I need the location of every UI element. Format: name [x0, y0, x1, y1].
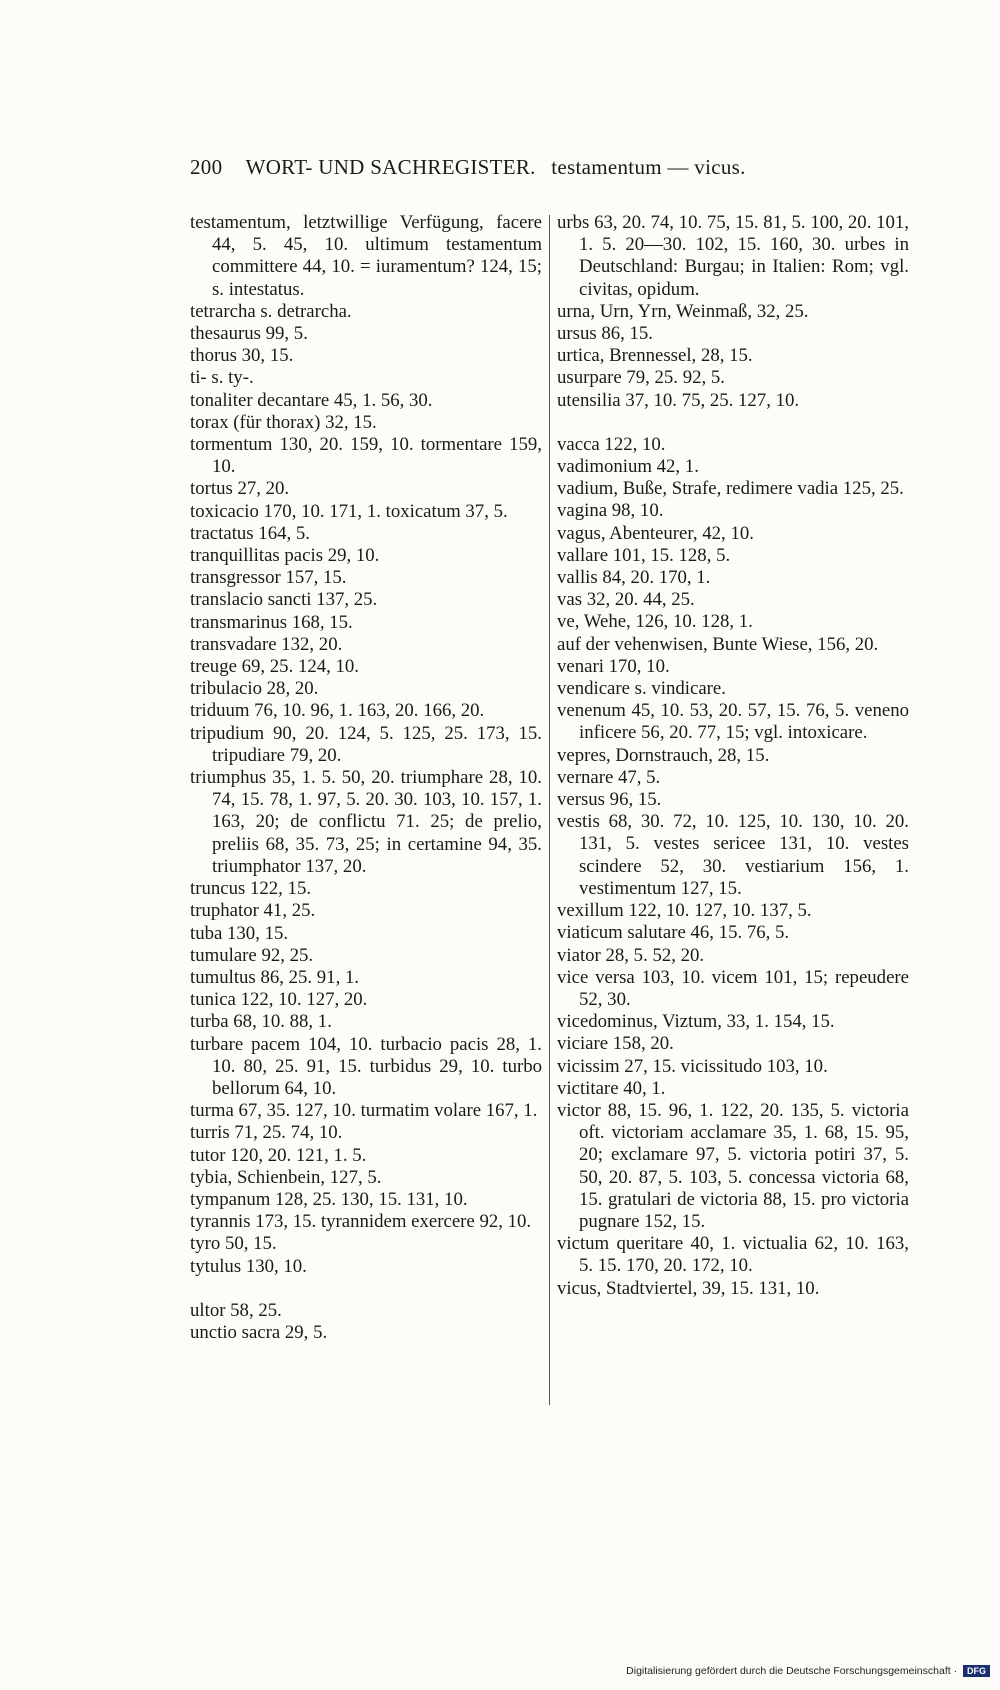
page-number: 200: [190, 155, 223, 179]
index-entry: truphator 41, 25.: [190, 900, 316, 922]
index-entry: vendicare s. vindicare.: [557, 678, 726, 700]
index-entry: truncus 122, 15.: [190, 878, 312, 900]
index-entry: viciare 158, 20.: [557, 1033, 674, 1055]
entry-range: testamentum — vicus.: [551, 155, 746, 179]
index-entry: treuge 69, 25. 124, 10.: [190, 656, 360, 678]
index-entry: viator 28, 5. 52, 20.: [557, 944, 705, 966]
index-entry: tormentum 130, 20. 159, 10. tormentare 159, 10.: [190, 434, 542, 478]
index-entry: versus 96, 15.: [557, 789, 662, 811]
index-entry: vice versa 103, 10. vicem 101, 15; repeudere 52, 30.: [557, 966, 909, 1010]
index-entry: ti- s. ty-.: [190, 367, 254, 389]
index-entry: vexillum 122, 10. 127, 10. 137, 5.: [557, 900, 812, 922]
index-entry: unctio sacra 29, 5.: [190, 1321, 328, 1343]
footer-text: Digitalisierung gefördert durch die Deutsche Forschungsgemeinschaft ·: [626, 1665, 958, 1677]
index-entry: turris 71, 25. 74, 10.: [190, 1122, 343, 1144]
index-entry: tumulare 92, 25.: [190, 944, 314, 966]
column-divider: [549, 215, 550, 1405]
dfg-logo: DFG: [963, 1665, 990, 1677]
index-entry: tetrarcha s. detrarcha.: [190, 300, 352, 322]
index-entry: torax (für thorax) 32, 15.: [190, 411, 377, 433]
index-entry: vicus, Stadtviertel, 39, 15. 131, 10.: [557, 1277, 820, 1299]
index-entry: ultor 58, 25.: [190, 1299, 282, 1321]
index-entry: tunica 122, 10. 127, 20.: [190, 989, 368, 1011]
index-entry: ve, Wehe, 126, 10. 128, 1.: [557, 611, 753, 633]
index-entry: transgressor 157, 15.: [190, 567, 347, 589]
index-entry: turma 67, 35. 127, 10. turmatim volare 167, 1.: [190, 1100, 538, 1122]
index-entry: vadimonium 42, 1.: [557, 456, 699, 478]
right-column: [557, 212, 909, 1300]
index-entry: tumultus 86, 25. 91, 1.: [190, 966, 360, 988]
index-entry: vernare 47, 5.: [557, 766, 661, 788]
index-entry: vagina 98, 10.: [557, 500, 664, 522]
index-entry: usurpare 79, 25. 92, 5.: [557, 367, 725, 389]
index-entry: vestis 68, 30. 72, 10. 125, 10. 130, 10. 20. 131, 5. vestes sericee 131, 10. vestes scindere 52, 30. vestiarium 156, 1. vestimentum 127, 15.: [557, 811, 909, 899]
index-entry: tytulus 130, 10.: [190, 1255, 307, 1277]
index-entry: tybia, Schienbein, 127, 5.: [190, 1166, 382, 1188]
index-entry: tyro 50, 15.: [190, 1233, 277, 1255]
index-entry: vicedominus, Viztum, 33, 1. 154, 15.: [557, 1011, 835, 1033]
index-entry: victum queritare 40, 1. victualia 62, 10. 163, 5. 15. 170, 20. 172, 10.: [557, 1233, 909, 1277]
index-entry: tutor 120, 20. 121, 1. 5.: [190, 1144, 367, 1166]
index-entry: viaticum salutare 46, 15. 76, 5.: [557, 922, 790, 944]
index-entry: victor 88, 15. 96, 1. 122, 20. 135, 5. victoria oft. victoriam acclamare 35, 1. 68, 15. 95, 20; exclamare 97, 5. victoria potiri 37, 5. 50, 20. 87, 5. 103, 5. concessa victoria 68, 15. gratulari de victoria 88, 15. pro victoria pugnare 152, 15.: [557, 1099, 909, 1232]
index-entry: testamentum, letztwillige Verfügung, facere 44, 5. 45, 10. ultimum testamentum committere 44, 10. = iuramentum? 124, 15; s. intestatus.: [190, 212, 542, 300]
index-entry: venenum 45, 10. 53, 20. 57, 15. 76, 5. veneno inficere 56, 20. 77, 15; vgl. intoxicare.: [557, 700, 909, 744]
index-entry: tyrannis 173, 15. tyrannidem exercere 92, 10.: [190, 1211, 532, 1233]
index-entry: tribulacio 28, 20.: [190, 678, 319, 700]
index-entry: transmarinus 168, 15.: [190, 611, 353, 633]
index-entry: victitare 40, 1.: [557, 1077, 666, 1099]
index-entry: utensilia 37, 10. 75, 25. 127, 10.: [557, 389, 800, 411]
index-entry: tonaliter decantare 45, 1. 56, 30.: [190, 389, 433, 411]
index-entry: transvadare 132, 20.: [190, 633, 343, 655]
index-entry: vas 32, 20. 44, 25.: [557, 589, 695, 611]
index-entry: vallis 84, 20. 170, 1.: [557, 567, 711, 589]
index-entry: translacio sancti 137, 25.: [190, 589, 378, 611]
left-column: [190, 212, 542, 1344]
index-entry: tripudium 90, 20. 124, 5. 125, 25. 173, 15. tripudiare 79, 20.: [190, 722, 542, 766]
index-entry: triduum 76, 10. 96, 1. 163, 20. 166, 20.: [190, 700, 485, 722]
index-entry: venari 170, 10.: [557, 655, 670, 677]
index-entry: ursus 86, 15.: [557, 323, 653, 345]
section-title: WORT- UND SACHREGISTER.: [245, 155, 536, 179]
index-entry: vepres, Dornstrauch, 28, 15.: [557, 744, 770, 766]
index-entry: triumphus 35, 1. 5. 50, 20. triumphare 28, 10. 74, 15. 78, 1. 97, 5. 20. 30. 103, 10. 157, 1. 163, 20; de conflictu 71. 25; de prelio, preliis 68, 35. 73, 25; in certamine 94, 35. triumphator 137, 20.: [190, 767, 542, 877]
index-entry: thorus 30, 15.: [190, 345, 294, 367]
index-entry: tractatus 164, 5.: [190, 522, 310, 544]
index-entry: tranquillitas pacis 29, 10.: [190, 545, 380, 567]
index-entry: urbs 63, 20. 74, 10. 75, 15. 81, 5. 100, 20. 101, 1. 5. 20—30. 102, 15. 160, 30. urbes in Deutschland: Burgau; in Italien: Rom; vgl. civitas, opidum.: [557, 212, 909, 300]
index-entry: urna, Urn, Yrn, Weinmaß, 32, 25.: [557, 300, 809, 322]
index-entry: tympanum 128, 25. 130, 15. 131, 10.: [190, 1188, 468, 1210]
index-entry: thesaurus 99, 5.: [190, 323, 308, 345]
index-entry: vicissim 27, 15. vicissitudo 103, 10.: [557, 1055, 828, 1077]
footer-credit: [610, 1665, 990, 1677]
index-entry: urtica, Brennessel, 28, 15.: [557, 345, 753, 367]
index-entry: vadium, Buße, Strafe, redimere vadia 125, 25.: [557, 478, 904, 500]
index-entry: tuba 130, 15.: [190, 922, 289, 944]
index-entry: vagus, Abenteurer, 42, 10.: [557, 522, 754, 544]
index-entry: turbare pacem 104, 10. turbacio pacis 28, 1. 10. 80, 25. 91, 15. turbidus 29, 10. turbo bellorum 64, 10.: [190, 1033, 542, 1099]
index-entry: turba 68, 10. 88, 1.: [190, 1011, 332, 1033]
index-entry: vallare 101, 15. 128, 5.: [557, 544, 731, 566]
index-entry: toxicacio 170, 10. 171, 1. toxicatum 37, 5.: [190, 500, 508, 522]
entry-gap: [190, 1278, 542, 1300]
index-entry: tortus 27, 20.: [190, 478, 290, 500]
index-entry: vacca 122, 10.: [557, 433, 666, 455]
entry-gap: [557, 412, 909, 434]
page-header: [190, 155, 910, 180]
index-entry: auf der vehenwisen, Bunte Wiese, 156, 20.: [557, 633, 879, 655]
